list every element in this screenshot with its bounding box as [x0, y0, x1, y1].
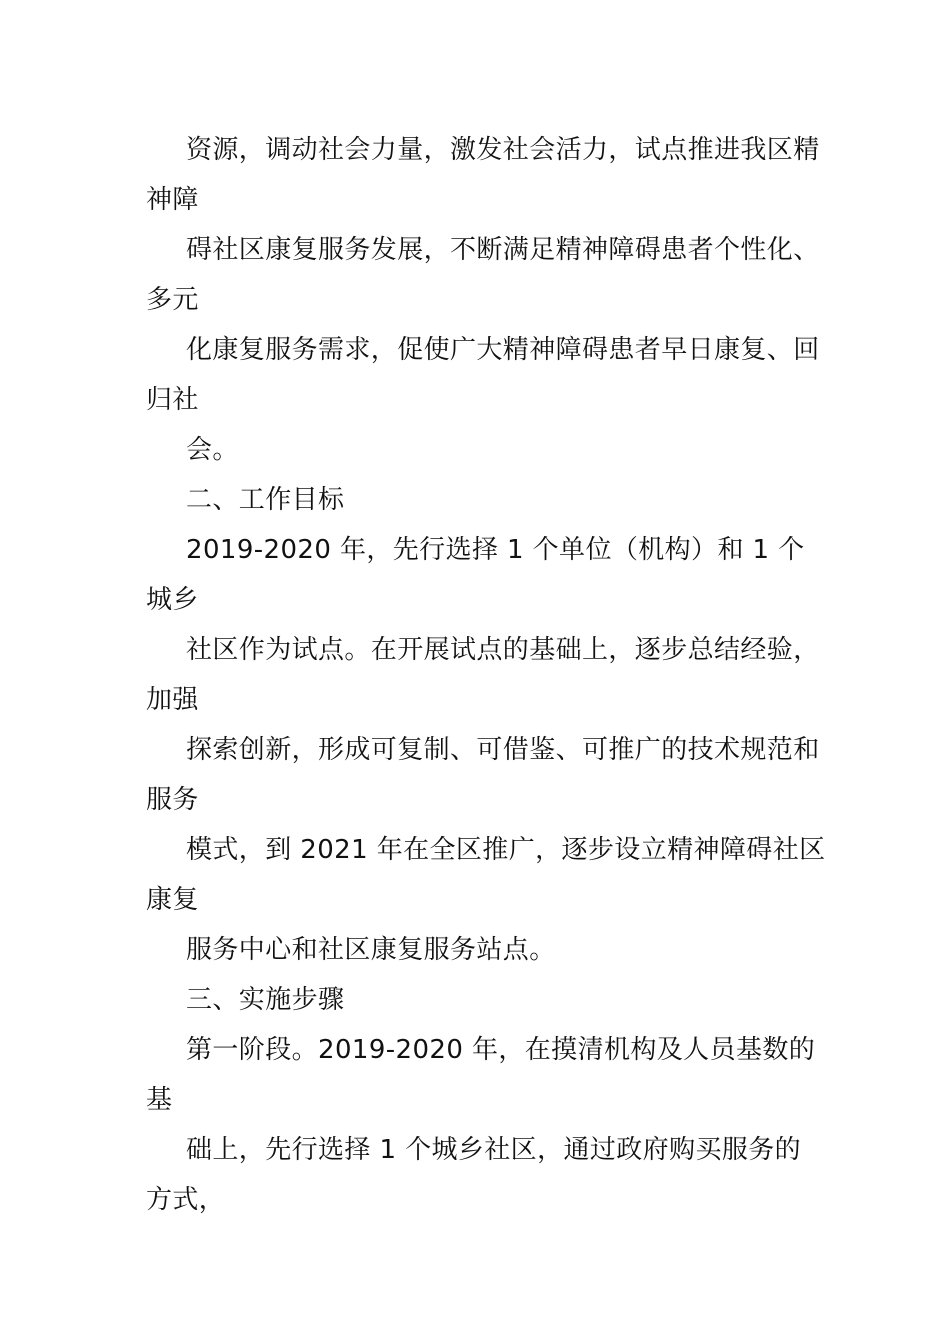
text-line: 第一阶段。2019-2020 年，在摸清机构及人员基数的: [186, 1035, 816, 1065]
text-line: 归社: [146, 385, 199, 415]
text-line: 方式，: [146, 1185, 226, 1215]
text-line: 碍社区康复服务发展，不断满足精神障碍患者个性化、: [186, 235, 820, 265]
text-line: 神障: [146, 185, 199, 215]
section-heading: 二、工作目标: [186, 485, 345, 515]
text-line: 服务中心和社区康复服务站点。: [186, 935, 556, 965]
text-line: 模式，到 2021 年在全区推广，逐步设立精神障碍社区: [186, 835, 826, 865]
text-line: 服务: [146, 785, 199, 815]
text-line: 资源，调动社会力量，激发社会活力，试点推进我区精: [186, 135, 820, 165]
text-line: 城乡: [146, 585, 199, 615]
text-line: 基: [146, 1085, 173, 1115]
text-line: 化康复服务需求，促使广大精神障碍患者早日康复、回: [186, 335, 820, 365]
text-line: 础上，先行选择 1 个城乡社区，通过政府购买服务的: [186, 1135, 802, 1165]
text-line: 社区作为试点。在开展试点的基础上，逐步总结经验，: [186, 635, 820, 665]
text-line: 加强: [146, 685, 199, 715]
text-line: 康复: [146, 885, 199, 915]
text-line: 会。: [186, 435, 239, 465]
text-line: 多元: [146, 285, 199, 315]
section-heading: 三、实施步骤: [186, 985, 345, 1015]
text-line: 2019-2020 年，先行选择 1 个单位（机构）和 1 个: [186, 535, 805, 565]
text-line: 探索创新，形成可复制、可借鉴、可推广的技术规范和: [186, 735, 820, 765]
